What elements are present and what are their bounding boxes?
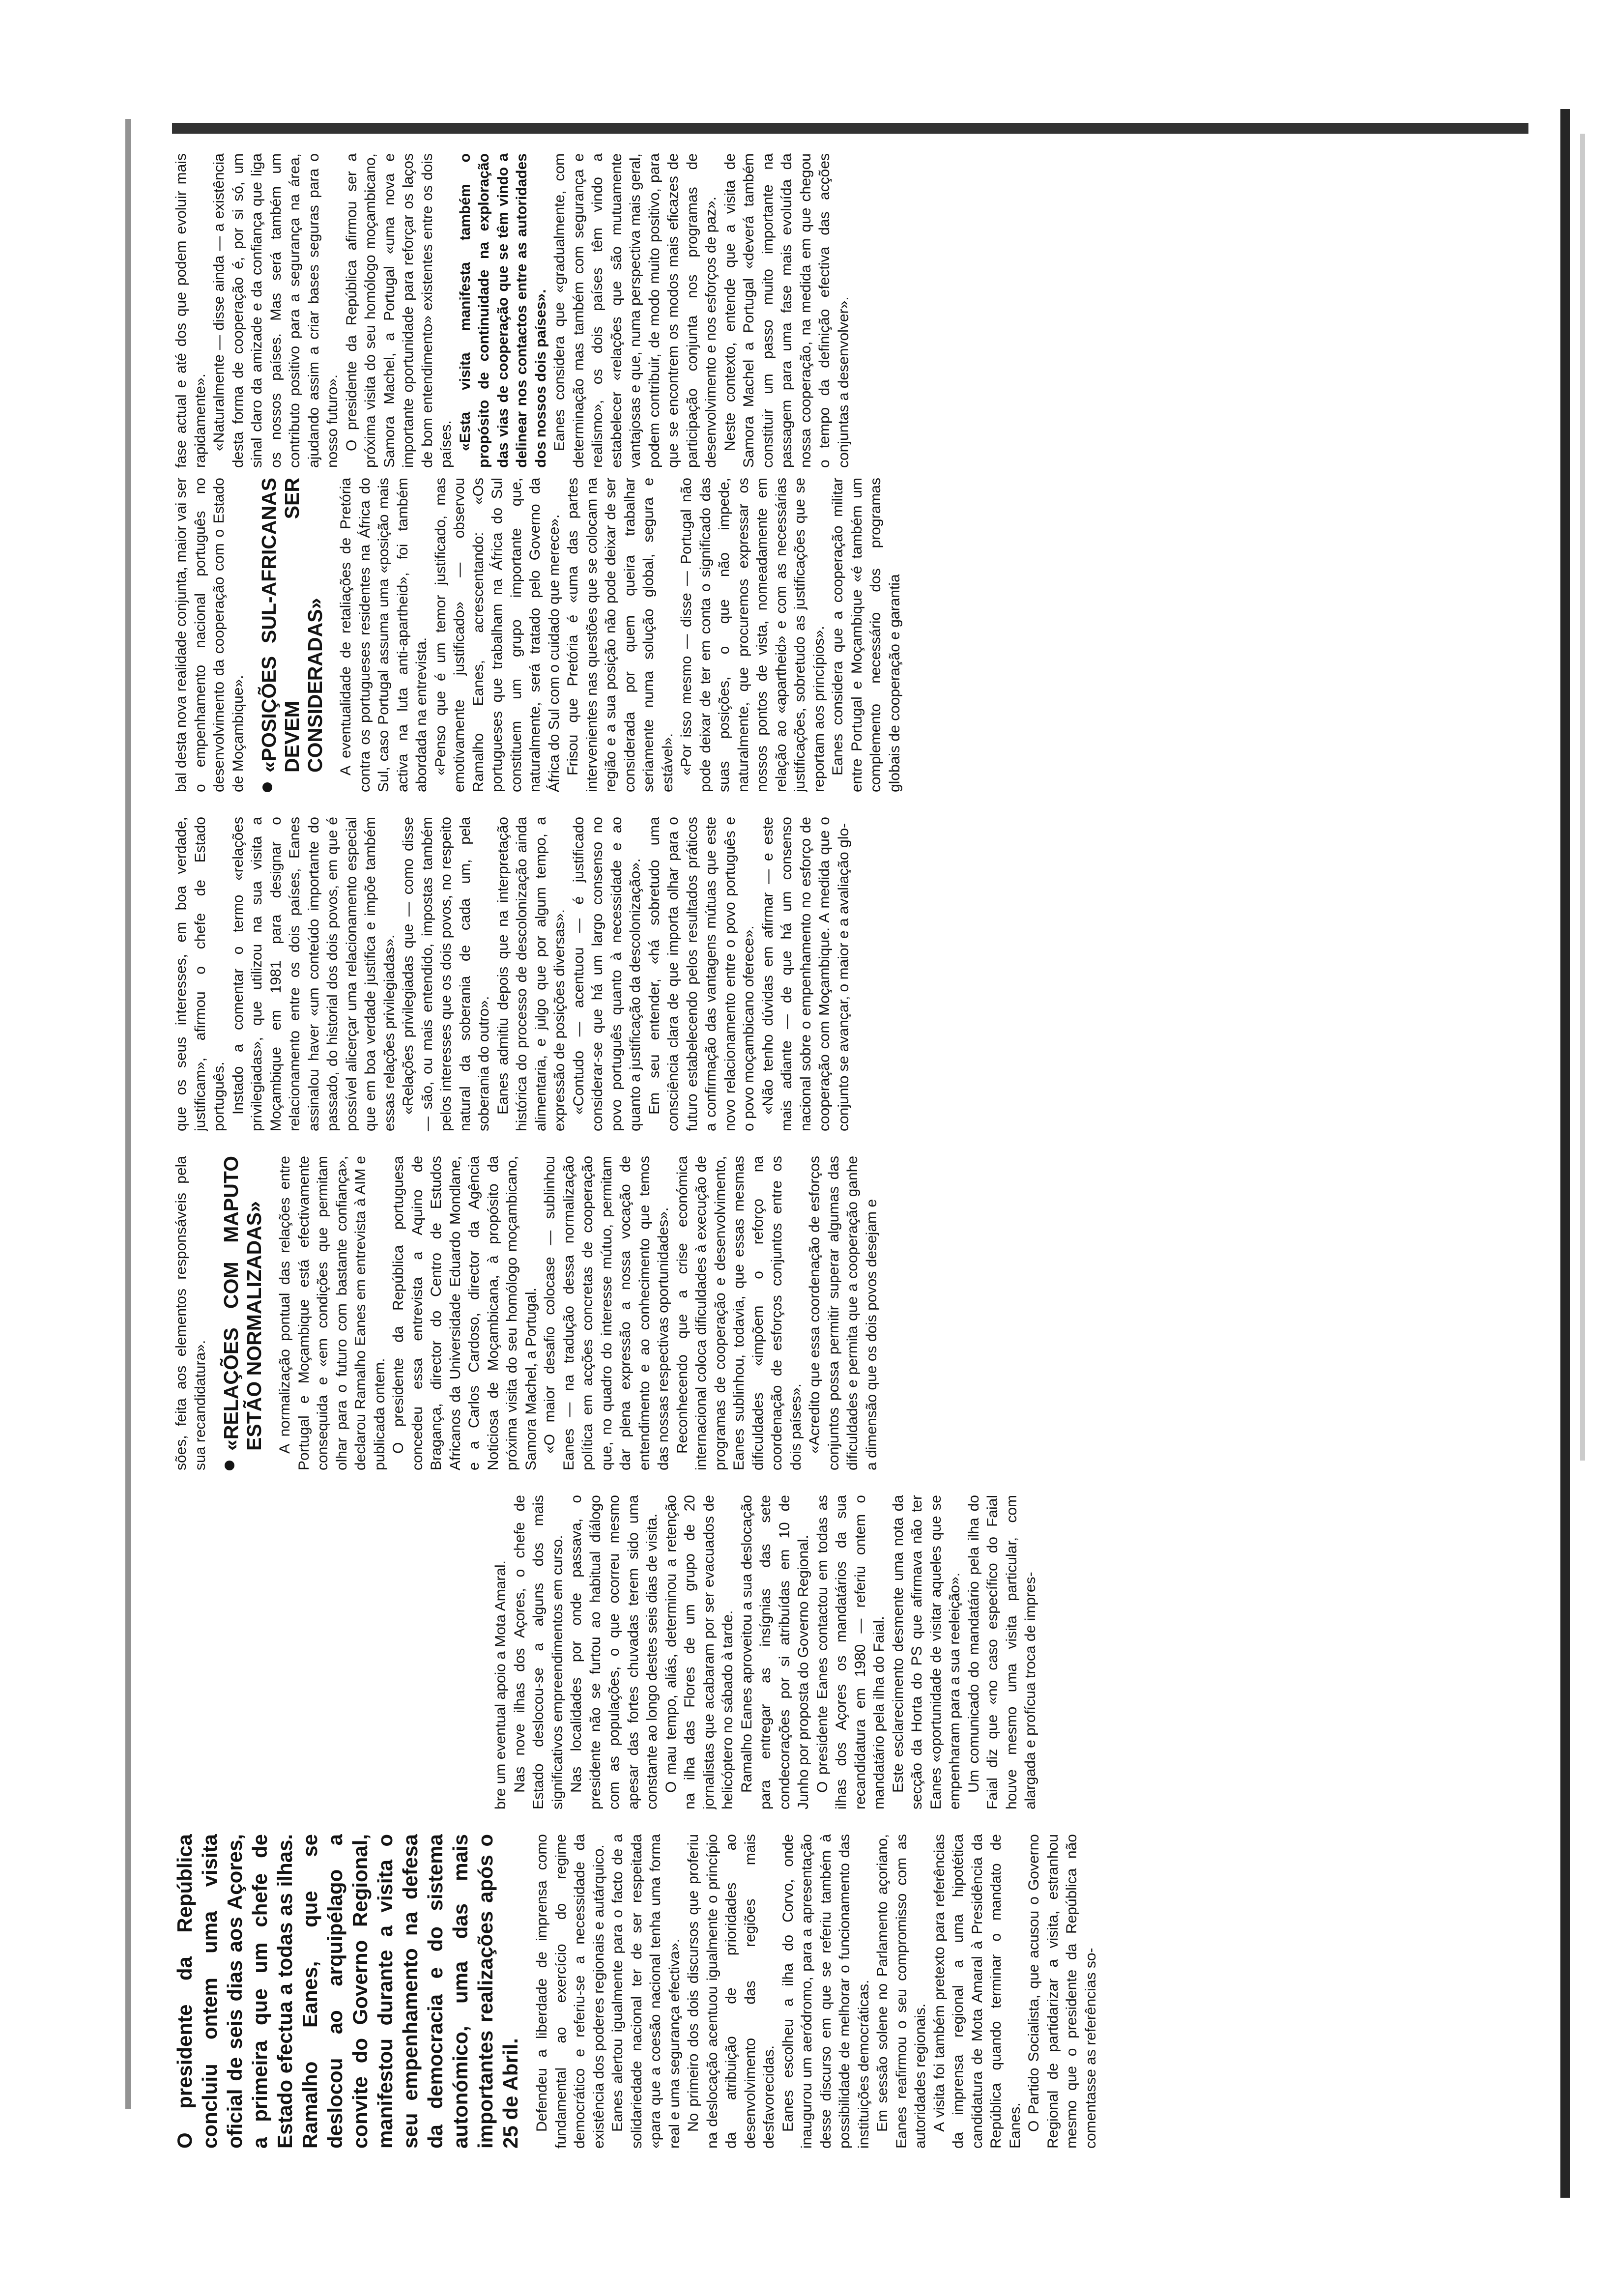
- paragraph: «Esta visita manifesta também o propósito de continuidade na exploração das vias de cooperação que se têm vindo a delinear nos contactos entre as autoridades dos nossos dois países».: [457, 153, 549, 468]
- article-column-3: [172, 1156, 1528, 1470]
- article-column-5: [172, 478, 1528, 792]
- paragraph: bre um eventual apoio a Mota Amaral.: [492, 1560, 509, 1809]
- paragraph: «Não tenho dúvidas em afirmar — e este mais adiante — de que há um consenso nacional sobre o empenhamento no esforço de cooperação com Moçambique. A medida que o conjunto se avançar, o maior e a avaliação glo-: [759, 817, 852, 1131]
- bullet-icon: [262, 782, 272, 792]
- paragraph: sões, feita aos elementos responsáveis pela sua recandidatura».: [173, 1156, 208, 1470]
- article-column-4: [172, 817, 1528, 1131]
- subheading-text: «POSIÇÕES SUL-AFRICANAS DEVEM SER CONSIDERADAS»: [258, 478, 326, 773]
- article-column-2: [491, 1495, 1528, 1809]
- paragraph: «Penso que é um temor justificado, mas emotivamente justificado» — observou Ramalho Eanes, acrescentando: «Os portugueses que trabalham na África do Sul constituem um grupo importante que, naturalmente, será tratado pelo Governo da África do Sul com o cuidado que merece».: [432, 478, 562, 792]
- paragraph: «Por isso mesmo — disse — Portugal não pode deixar de ter em conta o significado das suas posições, o que não impede, naturalmente, que procuremos expressar os nossos pontos de vista, nomeadamente em relação ao «apartheid» e com as necessárias justificações, sobretudo as justificações que se reportam aos princípios».: [678, 478, 827, 792]
- paragraph: Eanes considera que a cooperação militar entre Portugal e Moçambique «é também um complemento necessário dos programas globais de cooperação e garantia: [830, 478, 903, 792]
- paragraph: A normalização pontual das relações entre Portugal e Moçambique está efectivamente consequida e «em condições que permitam olhar para o futuro com bastante confiança», declarou Ramalho Eanes em entrevista à AIM e publicada ontem.: [277, 1156, 388, 1470]
- paragraph: Este esclarecimento desmente uma nota da secção da Horta do PS que afirmava não ter Eanes «oportunidade de visitar aqueles que se empenharam para a sua reeleição».: [890, 1495, 963, 1809]
- scan-shadow-line: [1580, 134, 1585, 1461]
- paragraph: Ramalho Eanes aproveitou a sua deslocação para entregar as insígnias das sete condecorações por si atribuídas em 10 de Junho por proposta do Governo Regional.: [738, 1495, 811, 1809]
- paragraph: Reconhecendo que a crise económica internacional coloca dificuldades à execução de programas de cooperação e desenvolvimento, Eanes sublinhou, todavia, que essas mesmas dificuldades «impõem o reforço na coordenação de esforços conjuntos entre os dois países».: [674, 1156, 804, 1470]
- paragraph: O presidente Eanes contactou em todas as ilhas dos Açores os mandatários da sua recandidatura em 1980 — referiu ontem o mandatário pela ilha do Faial.: [814, 1495, 887, 1809]
- subheading-relations-maputo: [220, 1156, 266, 1470]
- paragraph: Eanes considera que «gradualmente, com determinação mas também com segurança e realismo», os dois países têm vindo a estabelecer «relações que são mutuamente vantajosas e que, numa perspectiva mais geral, podem contribuir, de modo muito positivo, para que se encontrem os modos mais eficazes de participação conjunta nos programas de desenvolvimento e nos esforços de paz».: [551, 153, 719, 468]
- paragraph: Eanes admitiu depois que na interpretação histórica do processo de descolonização ainda alimentaria, e julgo que por algum tempo, a expressão de posições diversas».: [494, 817, 568, 1131]
- paragraph: «Contudo — acentuou — é justificado considerar-se que há um largo consenso no povo português quanto à necessidade e ao quanto a justificação da descolonização».: [570, 817, 643, 1131]
- paragraph: «Acredito que essa coordenação de esforços conjuntos possa permitir superar algumas das dificuldades e permita que a cooperação ganhe a dimensão que os dois povos desejam e: [806, 1156, 880, 1470]
- paragraph: bal desta nova realidade conjunta, maior vai ser o empenhamento nacional português no desenvolvimento da cooperação com o Estado de Moçambique».: [173, 478, 246, 792]
- paragraph: Eanes escolheu a ilha do Corvo, onde inaugurou um aeródromo, para a apresentação desse discurso em que se referiu também à possibilidade de melhorar o funcionamento das instituições democráticas.: [779, 1834, 872, 2149]
- paragraph: Eanes alertou igualmente para o facto de a solidariedade nacional ter de ser respeitada «para que a coesão nacional tenha uma forma real e uma segurança efectiva».: [609, 1834, 683, 2149]
- subheading-south-africa: [258, 478, 327, 792]
- paragraph: A visita foi também pretexto para referências da imprensa regional a uma hipotética candidatura de Mota Amaral à Presidência da República quando terminar o mandato de Eanes.: [931, 1834, 1023, 2149]
- paragraph: Um comunicado do mandatário pela ilha do Faial diz que «no caso específico do Faial houve mesmo uma visita particular, com alargada e profícua troca de impres-: [965, 1495, 1038, 1809]
- scan-top-border: [125, 119, 131, 2109]
- paragraph: Instado a comentar o termo «relações privilegiadas», que utilizou na sua visita a Moçambique em 1981 para designar o relacionamento entre os dois países, Eanes assinalou haver «um conteúdo importante do passado, do historial dos dois povos, em que é possível alicerçar uma relacionamento especial que em boa verdade justifica e impõe também essas relações privilegiadas».: [230, 817, 398, 1131]
- paragraph: Frisou que Pretória é «uma das partes intervenientes nas questões que se colocam na região e a sua posição não pode deixar de ser considerada por quem queira trabalhar seriamente numa solução global, segura e estável».: [565, 478, 676, 792]
- paragraph: O mau tempo, aliás, determinou a retenção na ilha das Flores de um grupo de 20 jornalistas que acabaram por ser evacuados de helicóptero no sábado à tarde.: [662, 1495, 736, 1809]
- paragraph: Defendeu a liberdade de imprensa como fundamental ao exercício do regime democrático e referiu-se a necessidade da existência dos poderes regionais e autárquico.: [534, 1834, 607, 2149]
- paragraph: «O maior desafio colocase — sublinhou Eanes — na tradução dessa normalização política em acções concretas de cooperação que, no quadro do interesse mútuo, permitam dar plena expressão a nossa vocação de entendimento e ao conhecimento que temos das nossas respectivas oportunidades».: [542, 1156, 671, 1470]
- paragraph: «Relações privilegiadas que — como disse — são, ou mais entendido, impostas também pelos interesses que os dois povos, no respeito natural da soberania de cada um, pela soberania do outro».: [400, 817, 492, 1131]
- subheading-text: «RELAÇÕES COM MAPUTO ESTÃO NORMALIZADAS»: [220, 1156, 265, 1451]
- paragraph: Em sessão solene no Parlamento açoriano, Eanes reafirmou o seu compromisso com as autoridades regionais.: [874, 1834, 928, 2149]
- article-lead: O presidente da República concluiu ontem uma visita oficial de seis dias aos Açores, a primeira que um chefe de Estado efectua a todas as ilhas. Ramalho Eanes, que se deslocou ao arquipélago a convite do Governo Regional, manifestou durante a visita o seu empenhamento na defesa da democracia e do sistema autonómico, uma das mais importantes realizações após o 25 de Abril.: [173, 1834, 522, 2149]
- article-column-6: [172, 153, 1528, 468]
- paragraph: Nas localidades por onde passava, o presidente não se furtou ao habitual diálogo com as populações, o que ocorreu mesmo apesar das fortes chuvadas terem sido uma constante ao longo destes seis dias de visita.: [568, 1495, 660, 1809]
- paragraph: que os seus interesses, em boa verdade, justificam», afirmou o chefe de Estado português.: [173, 817, 227, 1131]
- paragraph: O Partido Socialista, que acusou o Governo Regional de partidarizar a visita, estranhou mesmo que o presidente da República não comentasse as referências so-: [1026, 1834, 1099, 2149]
- paragraph: Neste contexto, entende que a visita de Samora Machel a Portugal «deverá também constituir um passo muito importante na passagem para uma fase mais evoluída da nossa cooperação, na medida em que chegou o tempo da definição efectiva das acções conjuntas a desenvolver».: [721, 153, 852, 468]
- paragraph: O presidente da República afirmou ser a próxima visita do seu homólogo moçambicano, Samora Machel, a Portugal «uma nova e importante oportunidade para reforçar os laços de bom entendimento» existentes entre os dois países.: [343, 153, 454, 468]
- scan-bottom-border: [1560, 109, 1570, 2198]
- paragraph: fase actual e até dos que podem evoluir mais rapidamente».: [173, 153, 208, 468]
- paragraph: O presidente da República portuguesa concedeu essa entrevista a Aquino de Bragança, director do Centro de Estudos Africanos da Universidade Eduardo Mondlane, e a Carlos Cardoso, director da Agência Noticiosa de Moçambicana, à propósito da próxima visita do seu homólogo moçambicano, Samora Machel, a Portugal.: [390, 1156, 539, 1470]
- bullet-icon: [225, 1461, 234, 1470]
- paragraph: Nas nove ilhas dos Açores, o chefe de Estado deslocou-se a alguns dos mais significativos empreendimentos em curso.: [511, 1495, 566, 1809]
- paragraph: Em seu entender, «há sobretudo uma consciência clara de que importa olhar para o futuro estabelecendo pelos resultados práticos a confirmação das vantagens mútuas que este novo relacionamento entre o povo português e o povo moçambicano oferece».: [646, 817, 757, 1131]
- article-column-1: [172, 1834, 1528, 2149]
- paragraph: «Naturalmente — disse ainda — a existência desta forma de cooperação é, por si só, um sinal claro da amizade e da confiança que liga os nossos países. Mas será também um contributo positivo para a segurança na área, ajudando assim a criar bases seguras para o nosso futuro».: [211, 153, 341, 468]
- scan-edge-strip: [172, 123, 1528, 134]
- paragraph: A eventualidade de retaliações de Pretória contra os portugueses residentes na África do Sul, caso Portugal assuma uma «posição mais activa na luta anti-apartheid», foi também abordada na entrevista.: [338, 478, 430, 792]
- paragraph: No primeiro dos dois discursos que proferiu na deslocação acentuou igualmente o princípio da atribuição de prioridades ao desenvolvimento das regiões mais desfavorecidas.: [685, 1834, 777, 2149]
